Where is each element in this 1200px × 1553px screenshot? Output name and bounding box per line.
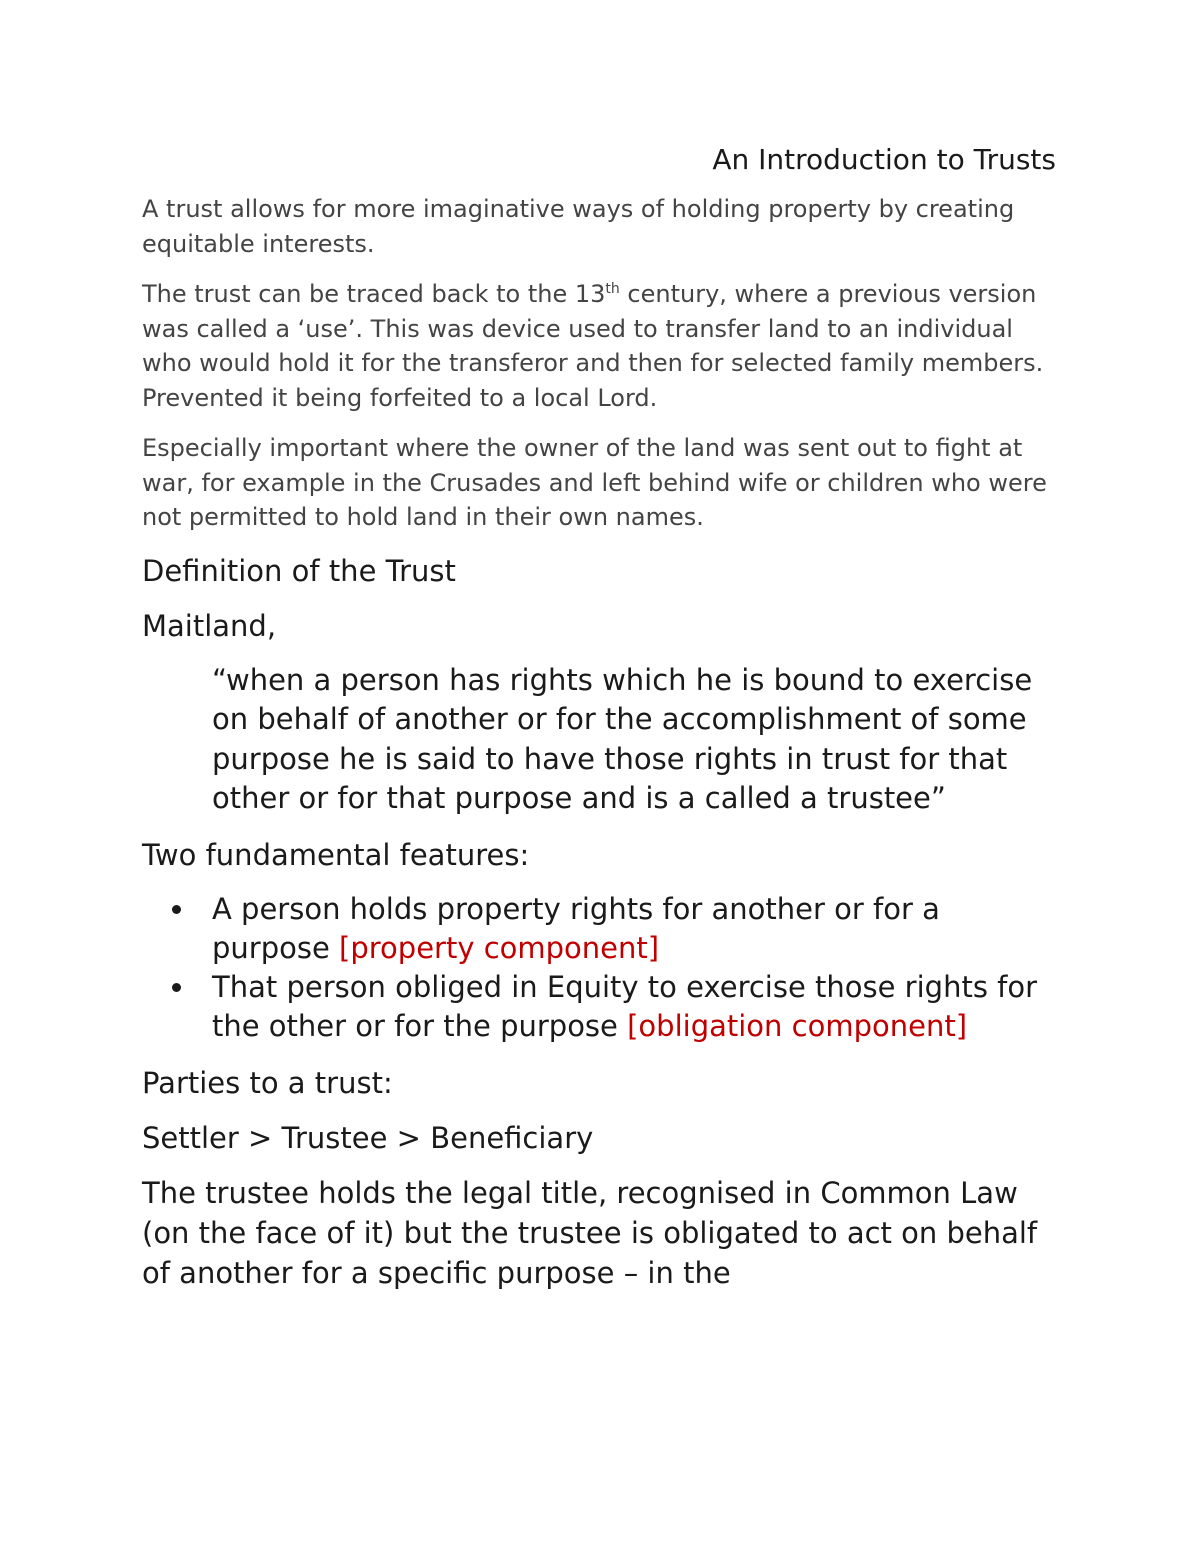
document-title: An Introduction to Trusts [712, 143, 1056, 176]
definition-heading: Definition of the Trust [142, 553, 456, 588]
component-tag: [obligation component] [627, 1008, 968, 1043]
feature-text: A person holds property rights for another or for a purpose [212, 891, 940, 965]
maitland-label: Maitland, [142, 608, 277, 643]
history-text-end: century, where a previous version was called a ‘use’. This was device used to transfer land to an individual who would hold it for the transferor and then for selected family members. Prevented it being forfeited to a local Lord. [142, 280, 1044, 412]
features-heading: Two fundamental features: [142, 837, 530, 872]
maitland-quote: “when a person has rights which he is bound to exercise on behalf of another or for the accomplishment of some purpose he is said to have those rights in trust for that other or for that purpose and is a called a trustee” [212, 662, 1033, 815]
parties-chain: Settler > Trustee > Beneficiary [142, 1120, 594, 1155]
list-item [142, 968, 1062, 1046]
intro-paragraph: A trust allows for more imaginative ways of holding property by creating equitable interests. [142, 195, 1015, 258]
features-list [142, 890, 1062, 1046]
bullet-icon [172, 905, 181, 914]
feature-text: That person obliged in Equity to exercise those rights for the other or for the purpose [212, 969, 1038, 1043]
parties-heading: Parties to a trust: [142, 1065, 393, 1100]
document-page [142, 140, 1062, 1308]
history-text-start: The trust can be traced back to the 13 [142, 280, 606, 308]
list-item [142, 890, 1062, 968]
ordinal-superscript: th [605, 281, 620, 297]
trustee-paragraph: The trustee holds the legal title, recognised in Common Law (on the face of it) but the trustee is obligated to act on behalf of another for a specific purpose – in the [142, 1175, 1038, 1290]
bullet-icon [172, 983, 181, 992]
component-tag: [property component] [339, 930, 660, 965]
history-paragraph [142, 277, 1062, 415]
crusades-paragraph: Especially important where the owner of the land was sent out to fight at war, for example in the Crusades and left behind wife or children who were not permitted to hold land in their own names. [142, 434, 1047, 531]
